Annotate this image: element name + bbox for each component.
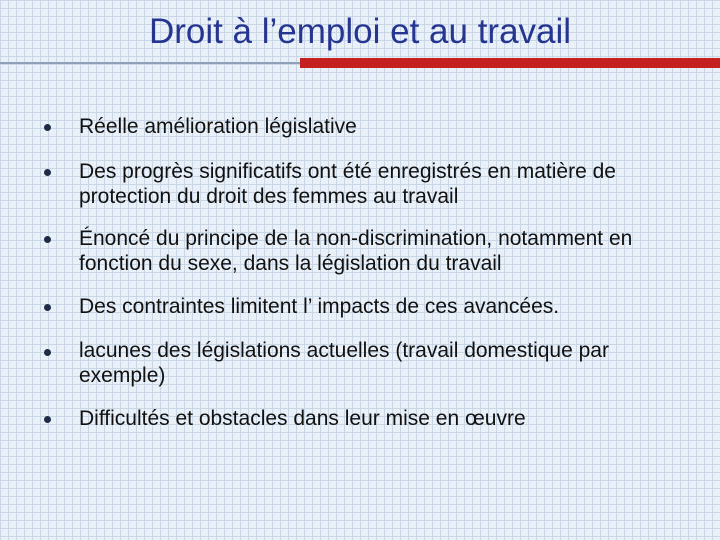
bullet-dot-icon xyxy=(44,124,51,131)
bullet-text: Difficultés et obstacles dans leur mise en œuvre xyxy=(79,407,526,430)
bullet-dot-icon xyxy=(44,416,51,423)
bullet-text: Réelle amélioration législative xyxy=(79,115,357,138)
slide-title: Droit à l’emploi et au travail xyxy=(148,12,572,51)
bullet-dot-icon xyxy=(44,304,51,311)
bullet-text: Énoncé du principe de la non-discrimination, notamment en fonction du sexe, dans la législation du travail xyxy=(79,227,633,275)
bullet-text: Des contraintes limitent l’ impacts de ces avancées. xyxy=(79,295,560,318)
bullet-dot-icon xyxy=(44,236,51,243)
bullet-dot-icon xyxy=(44,169,51,176)
bullet-dot-icon xyxy=(44,349,51,356)
bullet-text: lacunes des législations actuelles (travail domestique par exemple) xyxy=(79,339,609,387)
bullet-text: Des progrès significatifs ont été enregistrés en matière de protection du droit des femmes au travail xyxy=(79,160,616,208)
